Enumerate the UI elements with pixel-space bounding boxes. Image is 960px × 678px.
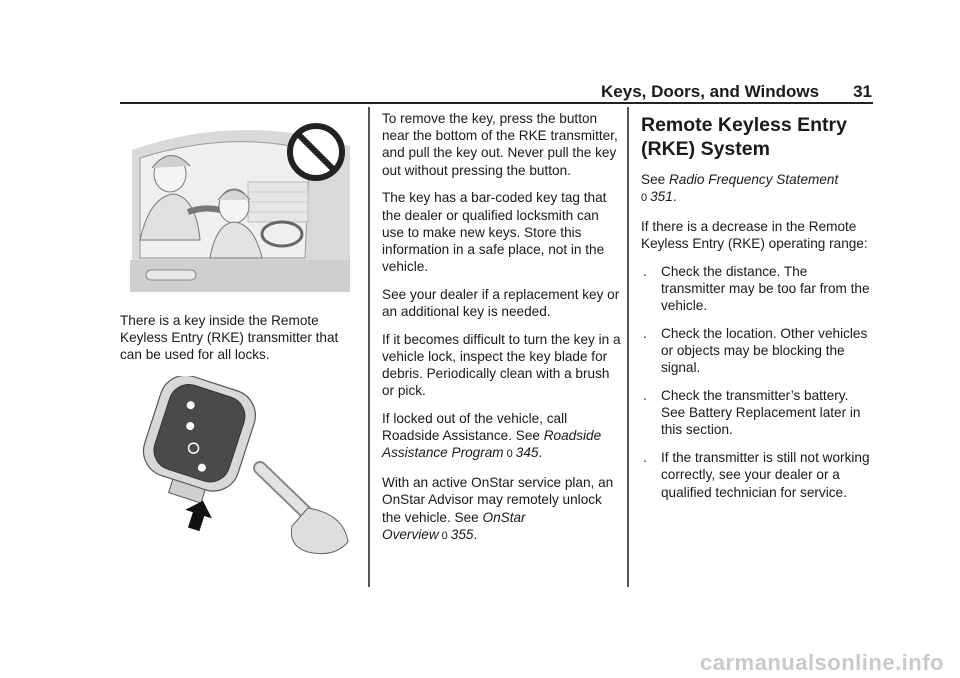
rke-key-fob-illustration: [138, 376, 353, 560]
list-item: [641, 325, 873, 377]
list-item: [641, 387, 873, 439]
list-item-text: If the transmitter is still not working correctly, see your dealer or a qualified technician for service.: [661, 450, 870, 500]
page-header: [596, 80, 872, 104]
list-item-text: Check the location. Other vehicles or objects may be blocking the signal.: [661, 325, 868, 376]
page-ref-icon: 0: [506, 448, 513, 461]
page-ref-icon: 0: [441, 529, 448, 542]
paragraph: If it becomes difficult to turn the key in a vehicle lock, inspect the key blade for debris. Periodically clean with a brush or pick.: [382, 331, 621, 399]
page-ref-icon: 0: [641, 192, 648, 205]
list-item: [641, 263, 873, 315]
paragraph: There is a key inside the Remote Keyless Entry (RKE) transmitter that can be used for all locks.: [120, 313, 339, 363]
section-title: Keys, Doors, and Windows: [601, 82, 820, 101]
bullet-marker: .: [643, 263, 647, 279]
column-right: [641, 114, 873, 511]
paragraph: See your dealer if a replacement key or an additional key is needed.: [382, 286, 620, 320]
bullet-marker: .: [643, 388, 647, 404]
column-divider-right: [627, 107, 629, 587]
period: .: [473, 526, 478, 542]
radio-frequency-statement-link[interactable]: Radio Frequency Statement: [668, 172, 839, 187]
page-ref-number: 355: [450, 526, 474, 542]
bullet-marker: .: [643, 450, 647, 466]
page-number: 31: [853, 82, 872, 101]
column-middle: [382, 110, 622, 555]
list-item: [641, 449, 873, 501]
children-in-car-illustration: [130, 120, 352, 292]
paragraph: [382, 410, 622, 464]
column-left: [120, 312, 360, 374]
list-item-text: Check the transmitter’s battery. See Battery Replacement later in this section.: [661, 388, 861, 438]
list-item-text: Check the distance. The transmitter may be too far from the vehicle.: [661, 263, 870, 314]
onstar-overview-link[interactable]: OnStar Overview: [382, 509, 526, 542]
paragraph: If there is a decrease in the Remote Keyless Entry (RKE) operating range:: [641, 218, 868, 252]
section-heading: Remote Keyless Entry (RKE) System: [641, 114, 847, 160]
paragraph: [641, 171, 873, 207]
column-divider-left: [368, 107, 370, 587]
paragraph: To remove the key, press the button near the bottom of the RKE transmitter, and pull the key out. Never pull the key out without pressing the button.: [382, 111, 618, 178]
paragraph-text: If locked out of the vehicle, call Roadside Assistance. See: [382, 411, 568, 444]
bullet-marker: .: [643, 325, 647, 341]
page-ref-number: 351: [650, 189, 673, 205]
paragraph: The key has a bar-coded key tag that the dealer or qualified locksmith can use to make new keys. Store this information in a safe place, not in the vehicle.: [382, 190, 607, 275]
page-ref-number: 345: [515, 445, 539, 461]
see-prefix: See: [641, 172, 669, 187]
watermark-text: carmanualsonline.info: [700, 650, 944, 675]
period: .: [672, 189, 677, 205]
roadside-assistance-link[interactable]: Roadside Assistance Program: [382, 428, 602, 461]
header-rule: [120, 102, 873, 104]
paragraph-text: With an active OnStar service plan, an OnStar Advisor may remotely unlock the vehicle. See: [382, 475, 614, 525]
bullet-list: [641, 263, 873, 501]
paragraph: [382, 474, 622, 545]
period: .: [538, 445, 543, 461]
